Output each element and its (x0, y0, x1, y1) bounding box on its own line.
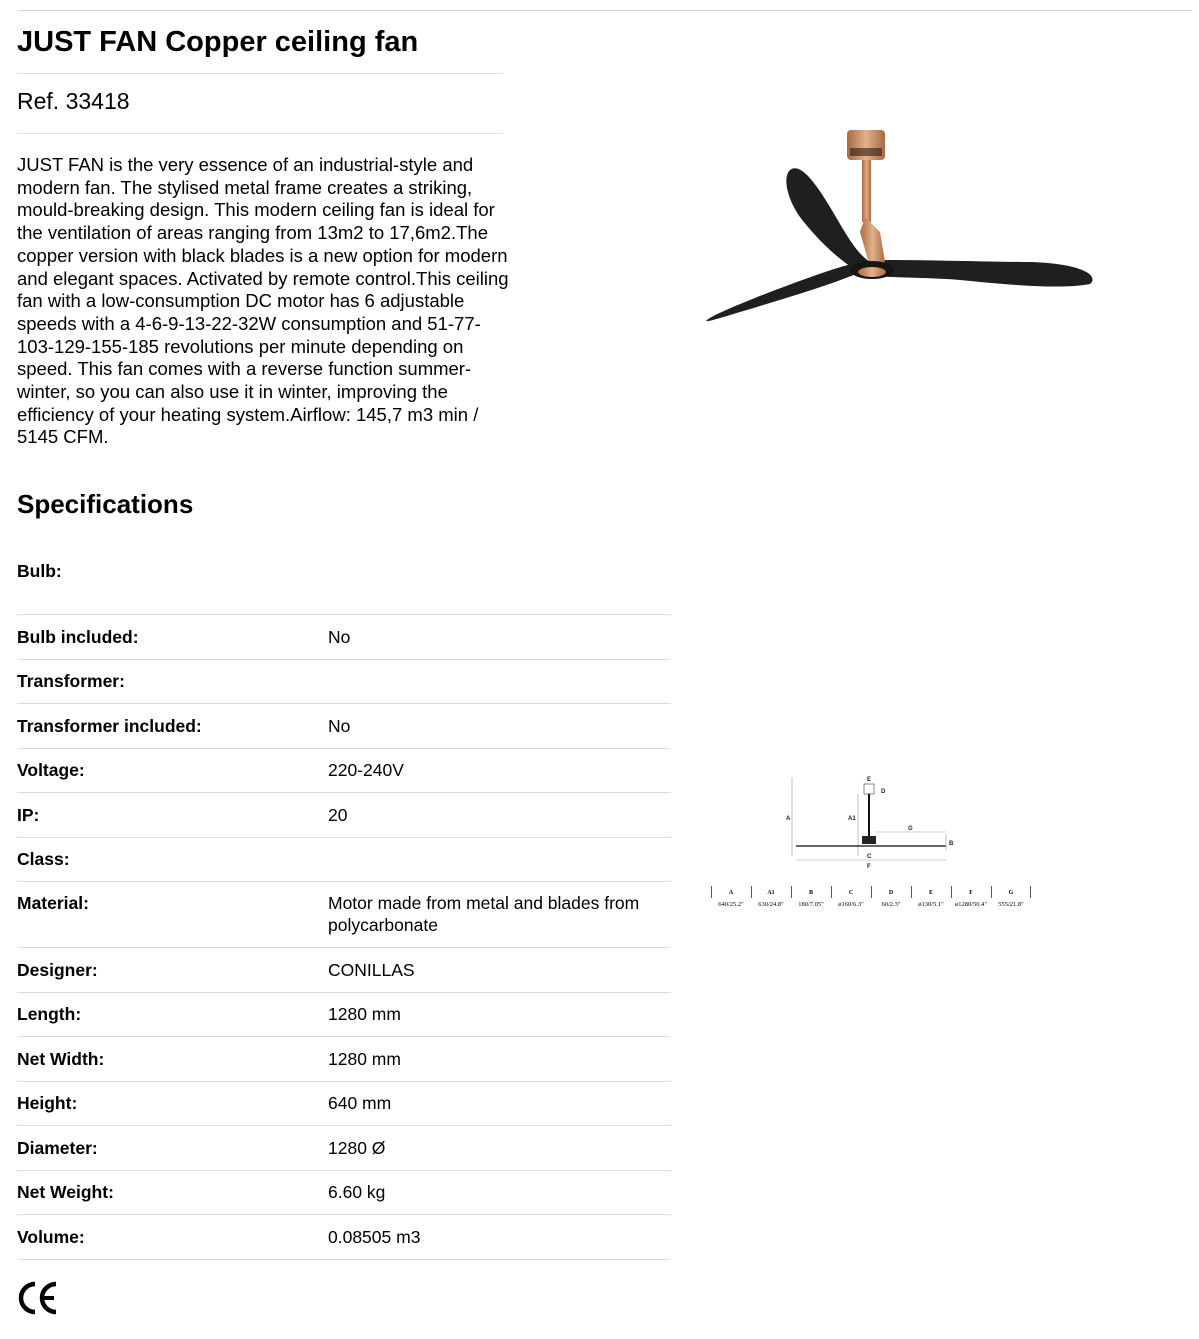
spec-label: Class: (17, 849, 70, 870)
diagram-label-b: B (949, 841, 954, 847)
dimension-column-e (911, 886, 951, 910)
spec-label: Diameter: (17, 1137, 98, 1158)
diagram-label-e: E (867, 777, 872, 783)
spec-value: Motor made from metal and blades from polycarbonate (328, 893, 640, 935)
spec-row-material (17, 882, 671, 948)
spec-label: Bulb: (17, 561, 62, 581)
dimension-value: 555/21.8" (998, 901, 1024, 908)
dimension-header: A1 (767, 890, 775, 896)
spec-label: Net Weight: (17, 1182, 114, 1203)
product-title: JUST FAN Copper ceiling fan (17, 26, 419, 58)
spec-row-diameter (17, 1126, 671, 1171)
spec-row-height (17, 1082, 671, 1127)
product-reference: Ref. 33418 (17, 88, 130, 114)
spec-value: 1280 mm (328, 1004, 401, 1025)
top-divider (18, 10, 1193, 11)
spec-row-voltage (17, 749, 671, 794)
spec-value: 1280 mm (328, 1048, 401, 1069)
reference-divider (17, 133, 503, 134)
product-photo (700, 122, 1100, 332)
spec-row-ip (17, 793, 671, 838)
dimension-column-b (791, 886, 831, 910)
spec-label: Length: (17, 1004, 82, 1025)
title-divider (17, 73, 503, 74)
dimension-value: ø130/5.1" (918, 901, 944, 908)
spec-label: Net Width: (17, 1048, 105, 1069)
specifications-heading: Specifications (17, 489, 194, 519)
dimension-column-a (711, 886, 751, 910)
dimension-value: 630/24.8" (758, 901, 784, 908)
spec-value: No (328, 626, 351, 647)
dimension-value: ø1280/50.4" (954, 901, 988, 908)
spec-row-class (17, 838, 671, 883)
dimension-value: 640/25.2" (718, 901, 744, 908)
spec-value: No (328, 715, 351, 736)
ce-mark-icon (17, 1280, 59, 1316)
spec-value: 20 (328, 804, 348, 825)
dimension-column-a1 (751, 886, 791, 910)
spec-value: 6.60 kg (328, 1182, 386, 1203)
spec-label: IP: (17, 804, 40, 825)
specifications-table (17, 548, 671, 1260)
dimension-diagram (780, 772, 970, 872)
spec-row-bulb (17, 548, 671, 615)
dimension-table (711, 886, 1031, 916)
dimension-value: 60/2.3" (881, 901, 901, 908)
diagram-label-g: G (908, 826, 913, 832)
spec-value: CONILLAS (328, 959, 415, 980)
dimension-column-d (871, 886, 911, 910)
dimension-header: E (928, 890, 933, 896)
spec-label: Transformer: (17, 671, 125, 692)
dimension-value: ø160/6.3" (838, 901, 864, 908)
spec-row-designer (17, 948, 671, 993)
spec-row-transformer-included (17, 704, 671, 749)
dimension-column-f (951, 886, 991, 910)
spec-value: 0.08505 m3 (328, 1226, 421, 1247)
spec-label: Bulb included: (17, 626, 139, 647)
diagram-label-a1: A1 (848, 816, 856, 822)
spec-row-volume (17, 1215, 671, 1260)
dimension-header: B (808, 890, 813, 896)
spec-label: Voltage: (17, 760, 85, 781)
spec-value: 1280 Ø (328, 1137, 386, 1158)
spec-label: Transformer included: (17, 715, 202, 736)
spec-row-net-width (17, 1037, 671, 1082)
diagram-label-d: D (881, 789, 886, 795)
dimension-header: A (728, 890, 734, 896)
dimension-column-g (991, 886, 1031, 910)
dimension-header: G (1008, 890, 1014, 896)
diagram-label-a: A (786, 816, 791, 822)
dimension-header: D (888, 890, 894, 896)
spec-label: Material: (17, 893, 89, 913)
diagram-label-f: F (867, 864, 871, 870)
spec-label: Designer: (17, 959, 98, 980)
product-description: JUST FAN is the very essence of an industrial-style and modern fan. The stylised metal frame creates a striking, mould-breaking design. This modern ceiling fan is ideal for the ventilation of areas ranging from 13m2 to 17,6m2.The copper version with black blades is a new option for modern and elegant spaces. Activated by remote control.This ceiling fan with a low-consumption DC motor has 6 adjustable speeds with a 4-6-9-13-22-32W consumption and 51-77-103-129-155-185 revolutions per minute depending on speed. This fan comes with a reverse function summer-winter, so you can also use it in winter, improving the efficiency of your heating system.Airflow: 145,7 m3 min / 5145 CFM. (17, 154, 509, 448)
spec-value: 640 mm (328, 1093, 392, 1114)
dimension-value: 180/7.05" (798, 901, 824, 908)
spec-value: 220-240V (328, 760, 404, 781)
spec-row-length (17, 993, 671, 1038)
dimension-header: C (848, 890, 854, 896)
dimension-header: F (969, 890, 973, 896)
spec-row-net-weight (17, 1171, 671, 1216)
diagram-label-c: C (867, 854, 872, 860)
dimension-column-c (831, 886, 871, 910)
spec-label: Volume: (17, 1226, 85, 1247)
spec-row-bulb-included (17, 615, 671, 660)
spec-row-transformer (17, 660, 671, 705)
spec-label: Height: (17, 1093, 78, 1114)
